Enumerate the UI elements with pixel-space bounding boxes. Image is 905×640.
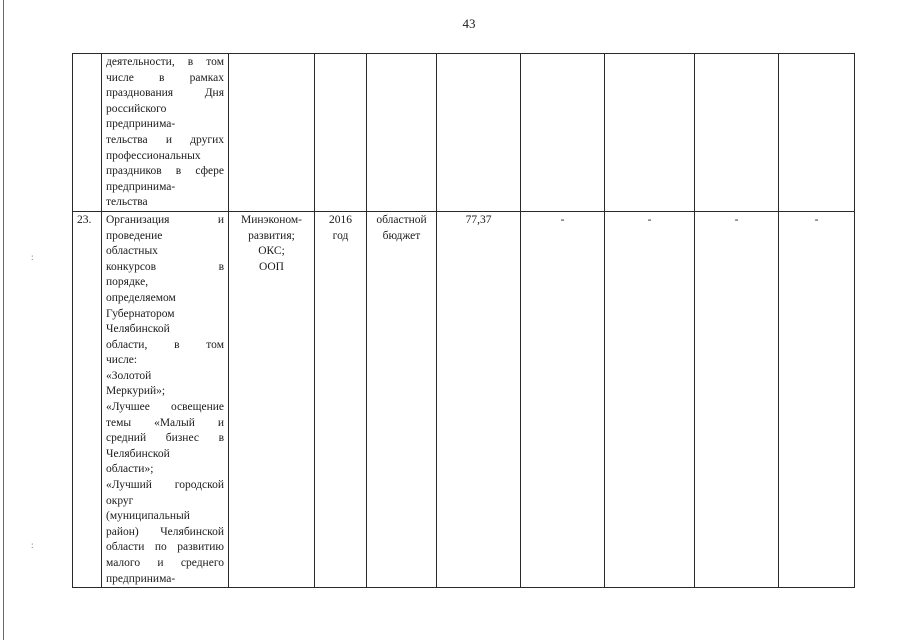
measure-line: тельства и других <box>106 133 224 146</box>
cell-empty <box>605 54 695 212</box>
measure-line: профессиональных <box>106 149 201 162</box>
executor-line: ООП <box>259 260 284 273</box>
measure-line: проведение <box>106 229 163 242</box>
measure-line: предпринима- <box>106 118 176 131</box>
measure-line: конкурсов в <box>106 260 224 273</box>
cell-number <box>73 54 102 212</box>
cell-term <box>315 211 367 587</box>
measure-line: Организация и <box>106 213 224 226</box>
measure-line: числе: <box>106 354 138 367</box>
measure-line: предпринима- <box>106 572 176 585</box>
program-measures-table <box>72 53 855 588</box>
cell-number: 23. <box>73 211 102 587</box>
measure-line: округ <box>106 494 134 507</box>
term-line: 2016 <box>329 213 352 226</box>
source-line: бюджет <box>382 229 421 242</box>
measure-line: областных <box>106 245 158 258</box>
cell-source <box>367 54 437 212</box>
measure-line: области по развитию <box>106 541 224 554</box>
cell-dash: - <box>605 211 695 587</box>
measure-line: праздников в сфере <box>106 165 224 178</box>
cell-source <box>367 211 437 587</box>
measure-line: деятельности, в том <box>106 56 224 68</box>
measure-line: район) Челябинской <box>106 525 224 538</box>
measure-line: определяемом <box>106 291 176 304</box>
measure-line: Губернатором <box>106 307 175 320</box>
page-number: 43 <box>462 16 476 31</box>
measure-line: области, в том <box>106 338 224 351</box>
cell-empty <box>521 54 605 212</box>
measure-line: средний бизнес в <box>106 432 224 445</box>
measure-line: темы «Малый и <box>106 416 224 429</box>
scan-speck: : <box>31 252 34 262</box>
term-line: год <box>332 229 349 242</box>
executor-line: развития; <box>248 229 295 242</box>
cell-executor <box>229 211 315 587</box>
cell-dash: - <box>695 211 779 587</box>
cell-dash: - <box>521 211 605 587</box>
cell-empty <box>779 54 855 212</box>
table-row <box>73 54 855 212</box>
page-left-edge <box>3 0 4 640</box>
source-line: областной <box>376 213 427 226</box>
cell-amount: 77,37 <box>437 211 521 587</box>
measure-line: предпринима- <box>106 180 176 193</box>
measure-line: российского <box>106 102 167 115</box>
measure-line: Челябинской <box>106 447 170 460</box>
measure-line: числе в рамках <box>106 71 224 84</box>
executor-line: ОКС; <box>258 245 285 258</box>
measure-line: «Золотой <box>106 369 152 382</box>
measure-line: (муниципальный <box>106 510 190 523</box>
cell-dash: - <box>779 211 855 587</box>
measure-line: Меркурий»; <box>106 385 166 398</box>
scan-speck: : <box>31 540 34 550</box>
cell-empty <box>695 54 779 212</box>
measure-line: «Лучший городской <box>106 479 224 492</box>
cell-measure <box>102 211 229 587</box>
measure-line: области»; <box>106 463 154 476</box>
cell-term <box>315 54 367 212</box>
measure-line: тельства <box>106 196 148 209</box>
cell-executor <box>229 54 315 212</box>
measure-line: «Лучшее освещение <box>106 401 224 414</box>
executor-line: Минэконом- <box>240 213 302 226</box>
cell-amount <box>437 54 521 212</box>
measure-line: малого и среднего <box>106 557 224 569</box>
measure-line: празднования Дня <box>106 87 224 100</box>
table-row <box>73 211 855 587</box>
measure-line: Челябинской <box>106 323 170 336</box>
measure-line: порядке, <box>106 276 149 289</box>
cell-measure <box>102 54 229 212</box>
